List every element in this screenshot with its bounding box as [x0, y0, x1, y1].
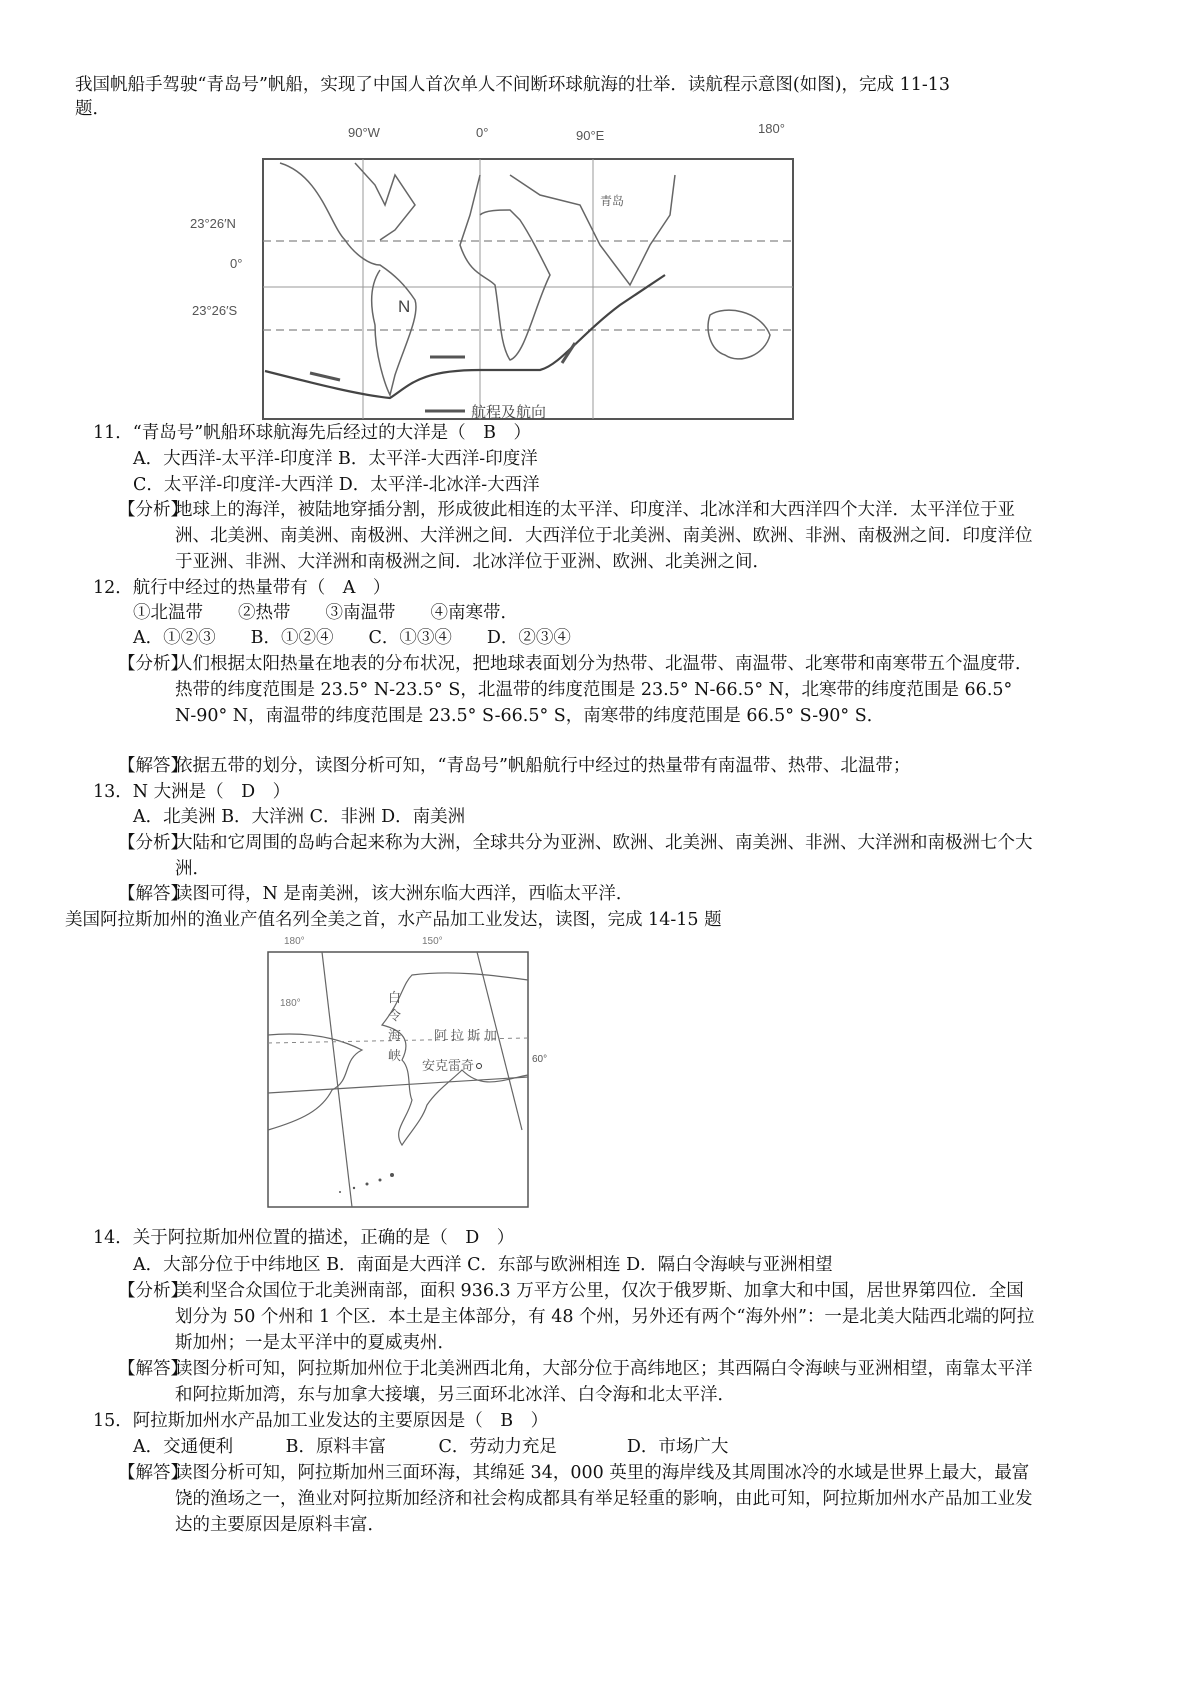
- lat-label: 0°: [230, 256, 243, 271]
- question-14-analysis: [118, 1278, 1038, 1356]
- question-11-analysis: [118, 497, 1038, 575]
- state-label: 阿 拉 斯 加: [434, 1028, 497, 1043]
- analysis-label: 【分析】: [118, 500, 188, 520]
- answer-label: 【解答】: [118, 1359, 188, 1379]
- city-marker: [477, 1064, 482, 1069]
- analysis-label: 【分析】: [118, 833, 188, 853]
- answer-text: 依据五带的划分，读图分析可知，“青岛号”帆船航行中经过的热量带有南温带、热带、北温带；: [175, 756, 911, 776]
- question-14-answer: [118, 1356, 1038, 1408]
- question-13-options: A．北美洲 B．大洋洲 C．非洲 D．南美洲: [133, 807, 466, 827]
- analysis-text: 大陆和它周围的岛屿合起来称为大洲，全球共分为亚洲、欧洲、北美洲、南美洲、非洲、大洋洲和南极洲七个大洲．: [175, 833, 1033, 879]
- lon-label: 90°W: [348, 125, 380, 140]
- analysis-text: 人们根据太阳热量在地表的分布状况，把地球表面划分为热带、北温带、南温带、北寒带和南寒带五个温度带．热带的纬度范围是 23.5° N-23.5° S，北温带的纬度范围是 23.5° N-66.5° N，北寒带的纬度范围是 66.5° N-90° N，南温带的纬度范围是 23.5° S-66.5° S，南寒带的纬度范围是 66.5° S-90° S．: [175, 654, 1033, 726]
- lon-label: 0°: [476, 125, 489, 140]
- city-label-anchorage: 安克雷奇: [422, 1058, 475, 1073]
- strait-label: 峡: [388, 1048, 402, 1063]
- question-15-options: A．交通便利 B．原料丰富 C．劳动力充足 D．市场广大: [133, 1437, 729, 1457]
- answer-label: 【解答】: [118, 756, 188, 776]
- question-12-answer: [118, 753, 1038, 779]
- lon-label: 180°: [284, 936, 305, 947]
- question-15-stem: 15．阿拉斯加州水产品加工业发达的主要原因是（ B ）: [93, 1411, 549, 1431]
- continent-label-n: N: [398, 297, 411, 316]
- lat-label: 23°26′S: [192, 303, 238, 318]
- lat-label: 60°: [532, 1054, 548, 1065]
- analysis-text: 美利坚合众国位于北美洲南部，面积 936.3 万平方公里，仅次于俄罗斯、加拿大和中国，居世界第四位．全国划分为 50 个州和 1 个区．本土是主体部分，有 48 个州，另外还有两个“海外州”：一是北美大陆西北端的阿拉斯加州；一是太平洋中的夏威夷州．: [175, 1281, 1035, 1353]
- question-14-options: A．大部分位于中纬地区 B．南面是大西洋 C．东部与欧洲相连 D．隔白令海峡与亚洲相望: [133, 1255, 833, 1275]
- lon-label: 180°: [280, 998, 301, 1009]
- question-12-analysis: [118, 651, 1038, 729]
- answer-text: 读图可得，N 是南美洲，该大洲东临大西洋，西临太平洋．: [175, 884, 634, 904]
- question-12-options: A．①②③ B．①②④ C．①③④ D．②③④: [133, 628, 571, 648]
- lon-label: 150°: [422, 936, 443, 947]
- question-12-stem: 12．航行中经过的热量带有（ A ）: [93, 578, 391, 598]
- strait-label: 令: [388, 1008, 402, 1023]
- question-11-options-ab: A．大西洋-太平洋-印度洋 B．太平洋-大西洋-印度洋: [133, 449, 538, 469]
- alaska-map-frame: [262, 930, 562, 1210]
- answer-label: 【解答】: [118, 1463, 188, 1483]
- question-14-stem: 14．关于阿拉斯加州位置的描述，正确的是（ D ）: [93, 1228, 515, 1248]
- analysis-label: 【分析】: [118, 1281, 188, 1301]
- strait-label: 白: [388, 990, 402, 1005]
- lon-label: 180°: [758, 121, 785, 136]
- analysis-text: 地球上的海洋，被陆地穿插分割，形成彼此相连的太平洋、印度洋、北冰洋和大西洋四个大洋．太平洋位于亚洲、北美洲、南美洲、南极洲、大洋洲之间．大西洋位于北美洲、南美洲、欧洲、非洲、南极洲之间．印度洋位于亚洲、非洲、大洋洲和南极洲之间．北冰洋位于亚洲、欧洲、北美洲之间．: [175, 500, 1033, 572]
- world-voyage-map: [180, 115, 800, 425]
- question-13-analysis: [118, 830, 1038, 882]
- lat-label: 23°26′N: [190, 216, 236, 231]
- answer-text: 读图分析可知，阿拉斯加州位于北美洲西北角，大部分位于高纬地区；其西隔白令海峡与亚洲相望，南靠太平洋和阿拉斯加湾，东与加拿大接壤，另三面环北冰洋、白令海和北太平洋．: [175, 1359, 1033, 1405]
- question-13-stem: 13．N 大洲是（ D ）: [93, 782, 291, 802]
- question-11-stem: 11．“青岛号”帆船环球航海先后经过的大洋是（ B ）: [93, 423, 532, 443]
- question-13-answer: [118, 881, 1038, 907]
- intro-text-alaska: 美国阿拉斯加州的渔业产值名列全美之首，水产品加工业发达，读图，完成 14-15 题: [65, 910, 722, 930]
- question-12-items: ①北温带 ②热带 ③南温带 ④南寒带．: [133, 603, 518, 623]
- answer-text: 读图分析可知，阿拉斯加州三面环海，其绵延 34，000 英里的海岸线及其周围冰冷的水域是世界上最大，最富饶的渔场之一，渔业对阿拉斯加经济和社会构成都具有举足轻重的影响，由此可知，阿拉斯加州水产品加工业发达的主要原因是原料丰富．: [175, 1463, 1033, 1535]
- lon-label: 90°E: [576, 128, 605, 143]
- question-15-answer: [118, 1460, 1038, 1538]
- answer-label: 【解答】: [118, 884, 188, 904]
- strait-label: 海: [388, 1028, 402, 1043]
- analysis-label: 【分析】: [118, 654, 188, 674]
- intro-text-line1: 我国帆船手驾驶“青岛号”帆船，实现了中国人首次单人不间断环球航海的壮举．读航程示意图(如图)，完成 11-13: [75, 75, 951, 95]
- intro-text-line2: 题．: [75, 99, 110, 119]
- question-11-options-cd: C．太平洋-印度洋-大西洋 D．太平洋-北冰洋-大西洋: [133, 475, 540, 495]
- city-label-qingdao: 青岛: [600, 194, 625, 208]
- map-legend: 航程及航向: [471, 404, 547, 421]
